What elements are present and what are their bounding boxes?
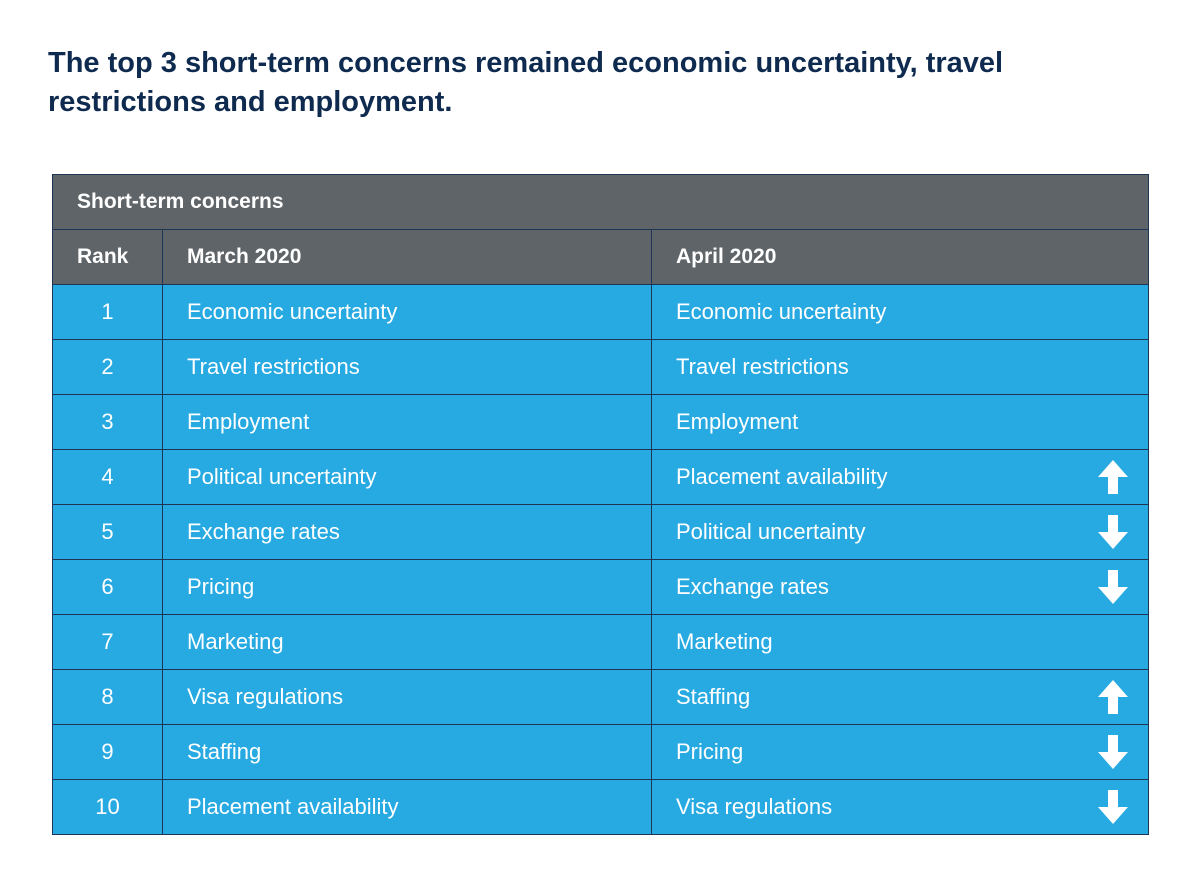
short-term-concerns-table [52,174,1149,835]
april-concern-cell [652,340,1149,395]
april-concern-cell [652,780,1149,835]
rank-cell: 6 [53,560,163,615]
march-concern-cell: Travel restrictions [163,340,652,395]
april-concern-label: Placement availability [676,464,888,489]
march-concern-cell: Staffing [163,725,652,780]
april-concern-label: Pricing [676,739,744,764]
rank-cell: 3 [53,395,163,450]
table-caption-row [53,175,1149,230]
april-concern-cell [652,395,1149,450]
march-concern-cell: Placement availability [163,780,652,835]
april-concern-label: Economic uncertainty [676,299,887,324]
rank-cell: 8 [53,670,163,725]
march-concern-cell: Political uncertainty [163,450,652,505]
table-row [53,285,1149,340]
april-concern-cell [652,285,1149,340]
april-concern-label: Political uncertainty [676,519,866,544]
april-concern-label: Staffing [676,684,751,709]
table-row [53,560,1149,615]
arrow-up-icon [1098,460,1128,494]
column-header-april-2020: April 2020 [652,230,1149,285]
table-row [53,340,1149,395]
april-concern-label: Exchange rates [676,574,829,599]
table-row [53,725,1149,780]
rank-cell: 1 [53,285,163,340]
table-row [53,615,1149,670]
march-concern-cell: Employment [163,395,652,450]
arrow-down-icon [1098,515,1128,549]
arrow-down-icon [1098,790,1128,824]
april-concern-label: Travel restrictions [676,354,849,379]
march-concern-cell: Economic uncertainty [163,285,652,340]
rank-cell: 10 [53,780,163,835]
rank-cell: 9 [53,725,163,780]
column-header-rank: Rank [53,230,163,285]
rank-cell: 5 [53,505,163,560]
april-concern-cell [652,560,1149,615]
april-concern-cell [652,725,1149,780]
rank-cell: 4 [53,450,163,505]
april-concern-label: Employment [676,409,799,434]
april-concern-label: Visa regulations [676,794,833,819]
march-concern-cell: Pricing [163,560,652,615]
april-concern-cell [652,670,1149,725]
column-header-march-2020: March 2020 [163,230,652,285]
april-concern-cell [652,450,1149,505]
table-row [53,670,1149,725]
table-header-row [53,230,1149,285]
table-caption: Short-term concerns [53,175,1149,230]
april-concern-cell [652,505,1149,560]
rank-cell: 7 [53,615,163,670]
arrow-up-icon [1098,680,1128,714]
table-row [53,505,1149,560]
table-row [53,450,1149,505]
march-concern-cell: Visa regulations [163,670,652,725]
rank-cell: 2 [53,340,163,395]
arrow-down-icon [1098,735,1128,769]
april-concern-cell [652,615,1149,670]
march-concern-cell: Exchange rates [163,505,652,560]
march-concern-cell: Marketing [163,615,652,670]
arrow-down-icon [1098,570,1128,604]
april-concern-label: Marketing [676,629,773,654]
page-title: The top 3 short-term concerns remained economic uncertainty, travel restrictions and employment. [48,47,1004,118]
table-row [53,780,1149,835]
table-row [53,395,1149,450]
